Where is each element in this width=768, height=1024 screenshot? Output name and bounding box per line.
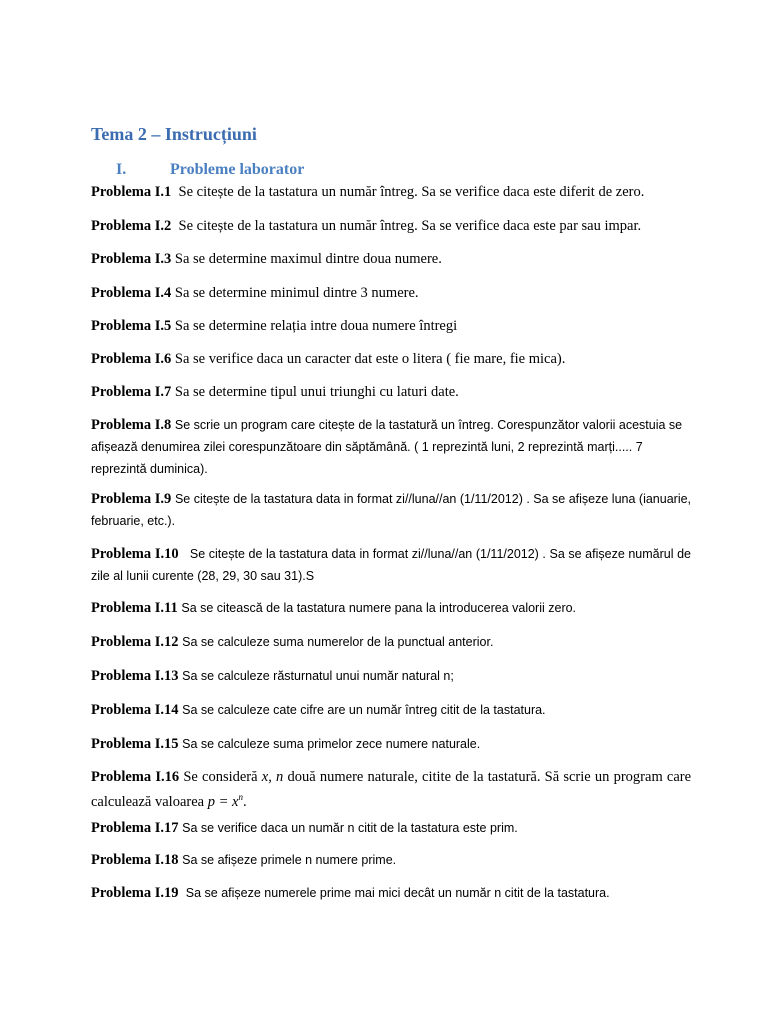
problem-text: Sa se calculeze răsturnatul unui număr natural n; [182,669,454,683]
problem-id: Problema I.16 [91,769,180,785]
problem-id: Problema I.8 [91,417,172,433]
problem-item [91,597,691,619]
problem-text: Se citește de la tastatura un număr întreg. Sa se verifice daca este diferit de zero. [178,184,645,200]
problem-item [91,733,691,755]
problem-item [91,282,691,304]
problem-text: Se citește de la tastatura un număr întreg. Sa se verifice daca este par sau impar. [178,218,642,234]
problem-item [91,348,691,370]
problem-id: Problema I.13 [91,668,179,684]
formula-exponent: n [238,792,243,802]
section-label: Probleme laborator [170,161,305,178]
document-title: Tema 2 – Instrucțiuni [91,124,257,144]
problem-text: Sa se verifice daca un caracter dat este o litera ( fie mare, fie mica). [174,351,566,367]
problem-item [91,543,691,587]
formula-end: . [242,793,247,810]
problem-item [91,181,691,203]
problem-id: Problema I.3 [91,251,172,267]
problem-item [91,315,691,337]
problem-id: Problema I.19 [91,885,179,901]
problem-id: Problema I.7 [91,384,172,400]
problem-item [91,488,691,532]
problem-id: Problema I.11 [91,600,178,616]
problem-text: Sa se afișeze primele n numere prime. [182,853,397,867]
problem-text: Se citește de la tastatura data in format zi//luna//an (1/11/2012) . Sa se afișeze luna (ianuarie, februarie, etc.). [91,492,692,528]
problem-text: Se citește de la tastatura data in format zi//luna//an (1/11/2012) . Sa se afișeze numărul de zile al lunii curente (28, 29, 30 sau 31).S [91,547,692,583]
problem-item [91,665,691,687]
problem-id: Problema I.5 [91,318,172,334]
problem-text-a: Se consideră [183,769,258,785]
problem-id: Problema I.1 [91,184,172,200]
problem-text: Se scrie un program care citește de la tastatură un întreg. Corespunzător valorii acestuia se afișează denumirea zilei corespunzătoare din săptămână. ( 1 reprezintă luni, 2 reprezintă marți..... 7 reprezintă duminica). [91,418,683,476]
problem-item [91,817,691,839]
problem-id: Problema I.14 [91,702,179,718]
problem-id: Problema I.2 [91,218,172,234]
problem-item [91,414,691,480]
section-heading [116,161,304,179]
problem-text: Sa se calculeze cate cifre are un număr întreg citit de la tastatura. [182,703,546,717]
problem-text: Sa se determine relația intre doua numere întregi [174,318,458,334]
problem-text: Sa se determine tipul unui triunghi cu laturi date. [174,384,459,400]
problem-item [91,215,691,237]
formula: p = x [207,793,239,810]
section-number: I. [116,161,127,178]
problem-item [91,699,691,721]
problem-text: Sa se citească de la tastatura numere pana la introducerea valorii zero. [181,601,577,615]
problem-text: Sa se calculeze suma numerelor de la punctual anterior. [182,635,494,649]
problem-text: Sa se calculeze suma primelor zece numere naturale. [182,737,481,751]
problem-text: Sa se afișeze numerele prime mai mici decât un număr n citit de la tastatura. [185,886,610,900]
problem-text: Sa se determine minimul dintre 3 numere. [174,285,419,301]
problem-item [91,248,691,270]
problem-text: Sa se verifice daca un număr n citit de la tastatura este prim. [182,821,518,835]
problem-id: Problema I.18 [91,852,179,868]
problem-text: Sa se determine maximul dintre doua numere. [174,251,442,267]
problem-id: Problema I.15 [91,736,179,752]
problem-item [91,849,691,871]
problem-item [91,767,691,812]
problem-id: Problema I.12 [91,634,179,650]
problem-id: Problema I.10 [91,546,179,562]
problem-text-b: două numere naturale, citite de la tastatură. Să scrie un program care calculează valoarea [91,769,692,810]
var-n: n [276,769,284,785]
var-x: x, [261,769,272,785]
problem-item [91,631,691,653]
problem-id: Problema I.6 [91,351,172,367]
problem-id: Problema I.4 [91,285,172,301]
problem-item [91,381,691,403]
problem-id: Problema I.9 [91,491,172,507]
problem-id: Problema I.17 [91,820,179,836]
problem-item [91,882,691,904]
